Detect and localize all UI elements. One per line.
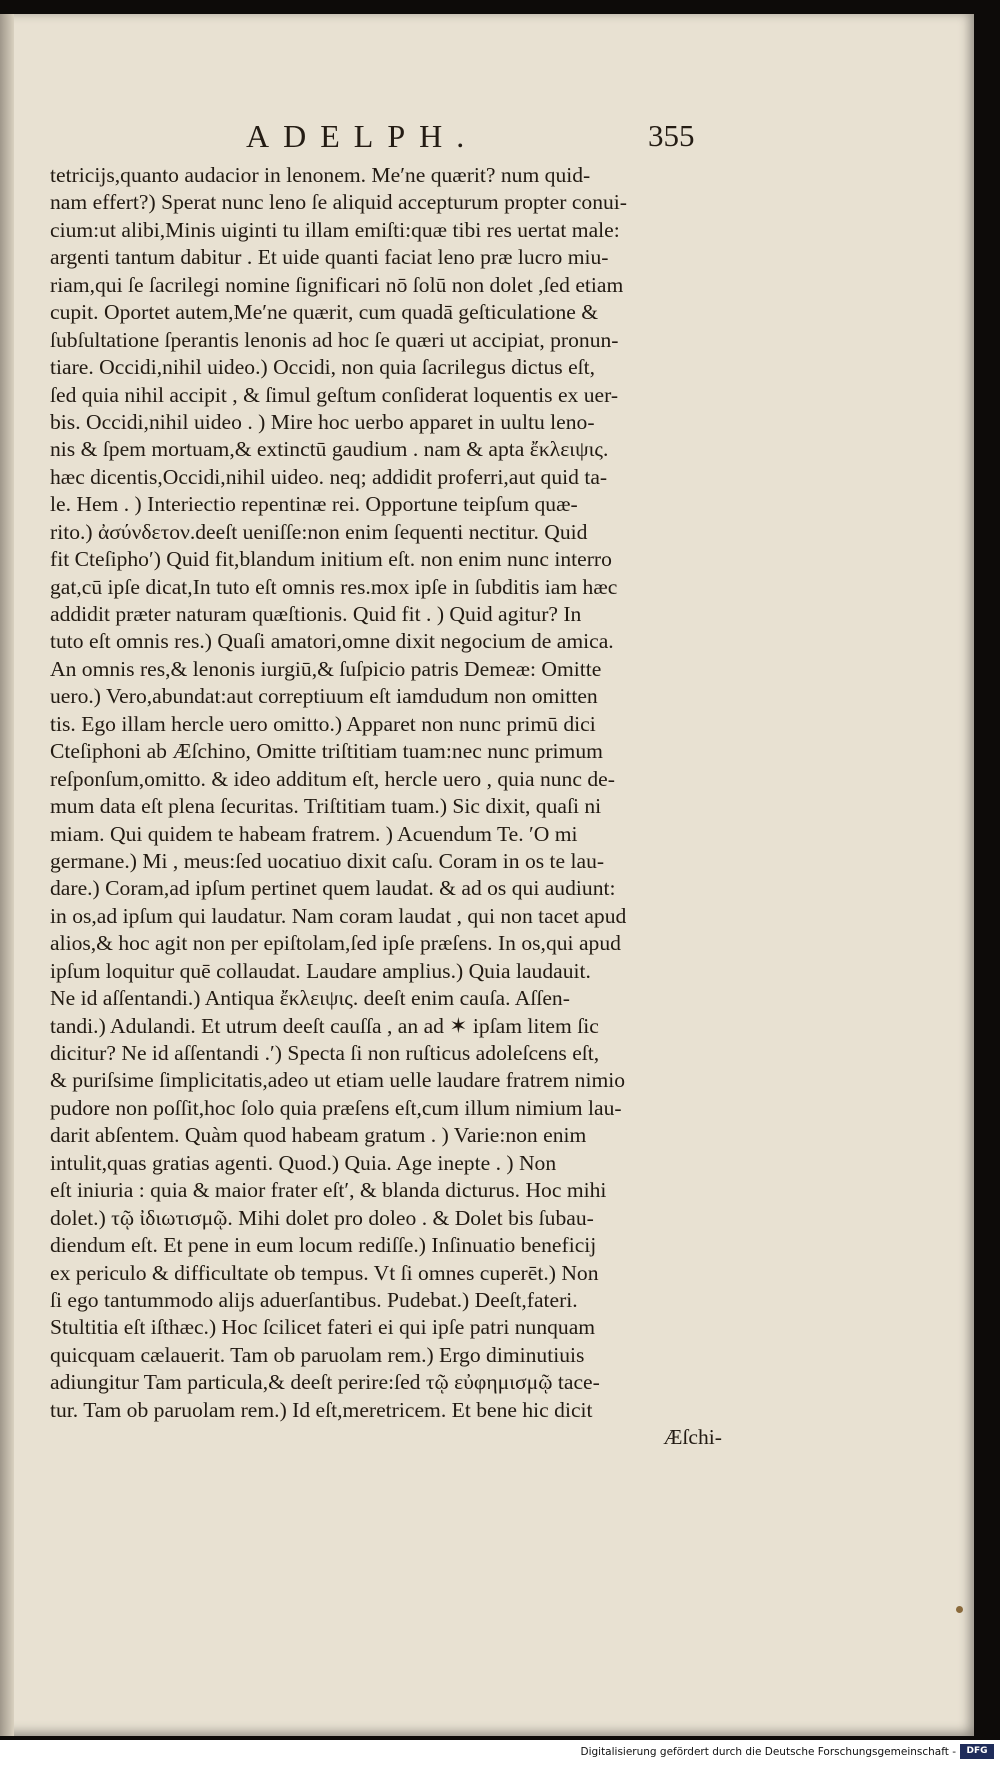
text-line: in os,ad ipſum qui laudatur. Nam coram laudat , qui non tacet apud [50, 903, 627, 928]
text-line: dare.) Coram,ad ipſum pertinet quem laudat. & ad os qui audiunt: [50, 876, 616, 901]
text-line: eſt iniuria : quia & maior frater eſt′, & blanda dicturus. Hoc mihi [50, 1178, 607, 1203]
page-gutter-shadow [0, 14, 14, 1736]
text-line: le. Hem . ) Interiectio repentinæ rei. Opportune teipſum quæ- [50, 492, 578, 517]
text-line: tis. Ego illam hercle uero omitto.) Apparet non nunc primū dici [50, 711, 596, 736]
text-line: ipſum loquitur quē collaudat. Laudare amplius.) Quia laudauit. [50, 958, 591, 983]
book-page [0, 14, 974, 1736]
text-line: ſi ego tantummodo alijs aduerſantibus. Pudebat.) Deeſt,fateri. [50, 1287, 578, 1312]
text-line: pudore non poſſit,hoc ſolo quia præſens eſt,cum illum nimium lau- [50, 1095, 622, 1120]
text-line: alios,& hoc agit non per epiſtolam,ſed ipſe præſens. In os,qui apud [50, 931, 621, 956]
text-line: nam effert?) Sperat nunc leno ſe aliquid accepturum propter conui- [50, 190, 628, 215]
text-line: rito.) ἀσύνδετον.deeſt ueniſſe:non enim ſequenti nectitur. Quid [50, 519, 588, 544]
text-line: dolet.) τῷ ἰδιωτισμῷ. Mihi dolet pro doleo . & Dolet bis ſubau- [50, 1205, 594, 1230]
text-line: adiungitur Tam particula,& deeſt perire:ſed τῷ εὐφημισμῷ tace- [50, 1370, 600, 1395]
text-line: reſponſum,omitto. & ideo additum eſt, hercle uero , quia nunc de- [50, 766, 615, 791]
running-title: ADELPH. [246, 118, 479, 154]
text-line: addidit præter naturam quæſtionis. Quid fit . ) Quid agitur? In [50, 602, 582, 626]
text-line: tuto eſt omnis res.) Quaſi amatori,omne dixit negocium de amica. [50, 629, 614, 654]
text-line: ex periculo & difficultate ob tempus. Vt ſi omnes cuperēt.) Non [50, 1260, 599, 1285]
text-line: ſed quia nihil accipit , & ſimul geſtum conſiderat loquentis ex uer- [50, 382, 619, 407]
text-line: Stultitia eſt iſthæc.) Hoc ſcilicet fateri ei qui ipſe patri nunquam [50, 1315, 596, 1340]
text-line: An omnis res,& lenonis iurgiū,& ſuſpicio patris Demeæ: Omitte [50, 656, 602, 681]
text-line: intulit,quas gratias agenti. Quod.) Quia. Age inepte . ) Non [50, 1150, 557, 1175]
text-line: darit abſentem. Quàm quod habeam gratum . ) Varie:non enim [50, 1123, 587, 1148]
text-line: ſubſultatione ſperantis lenonis ad hoc ſe quæri ut accipiat, pronun- [50, 327, 619, 352]
text-line: & puriſsime ſimplicitatis,adeo ut etiam uelle laudare fratrem nimio [50, 1068, 626, 1093]
text-line: fit Cteſipho′) Quid fit,blandum initium eſt. non enim nunc interro [50, 547, 612, 572]
text-line: argenti tantum dabitur . Et uide quanti faciat leno præ lucro miu- [50, 245, 609, 270]
text-line: nis & ſpem mortuam,& extinctū gaudium . nam & apta ἔκλειψις. [50, 437, 609, 462]
page-header [0, 118, 974, 168]
text-line: Cteſiphoni ab Æſchino, Omitte triſtitiam tuam:nec nunc primum [50, 739, 603, 764]
text-line: germane.) Mi , meus:ſed uocatiuo dixit caſu. Coram in os te lau- [50, 848, 605, 873]
text-line: miam. Qui quidem te habeam fratrem. ) Acuendum Te. ′O mi [50, 821, 578, 846]
text-line: tiare. Occidi,nihil uideo.) Occidi, non quia ſacrilegus dictus eſt, [50, 355, 596, 380]
text-line: diendum eſt. Et pene in eum locum rediſſe.) Inſinuatio beneficij [50, 1233, 597, 1258]
catchword: Æſchi- [663, 1425, 722, 1450]
text-line: tur. Tam ob paruolam rem.) Id eſt,meretricem. Et bene hic dicit [50, 1397, 593, 1422]
text-line: cium:ut alibi,Minis uiginti tu illam emiſti:quæ tibi res uertat male: [50, 217, 620, 242]
text-line: hæc dicentis,Occidi,nihil uideo. neq; addidit proferri,aut quid ta- [50, 464, 608, 489]
text-line: riam,qui ſe ſacrilegi nomine ſignificari nō ſolū non dolet ,ſed etiam [50, 272, 624, 297]
text-line: uero.) Vero,abundat:aut correptiuum eſt iamdudum non omitten [50, 684, 598, 709]
text-line: gat,cū ipſe dicat,In tuto eſt omnis res.mox ipſe in ſubditis iam hæc [50, 574, 618, 599]
funding-credit: Digitalisierung gefördert durch die Deutsche Forschungsgemeinschaft - [580, 1746, 956, 1758]
text-line: mum data eſt plena ſecuritas. Triſtitiam tuam.) Sic dixit, quaſi ni [50, 794, 602, 819]
text-line: bis. Occidi,nihil uideo . ) Mire hoc uerbo apparet in uultu leno- [50, 409, 595, 434]
text-line: tetricijs,quanto audacior in lenonem. Me′ne quærit? num quid- [50, 163, 591, 187]
text-line: tandi.) Adulandi. Et utrum deeſt cauſſa , an ad ✶ ipſam litem ſic [50, 1013, 599, 1038]
text-line: cupit. Oportet autem,Me′ne quærit, cum quadā geſticulatione & [50, 300, 599, 325]
digitization-footer [0, 1740, 1000, 1767]
text-line: Ne id aſſentandi.) Antiqua ἔκλειψις. deeſt enim cauſa. Aſſen- [50, 986, 570, 1011]
text-line: dicitur? Ne id aſſentandi .′) Specta ſi non ruſticus adoleſcens eſt, [50, 1041, 600, 1065]
page-number: 355 [648, 118, 695, 153]
text-line: quicquam cælauerit. Tam ob paruolam rem.) Ergo diminutiuis [50, 1342, 585, 1367]
dfg-logo-icon: DFG [960, 1744, 994, 1759]
paper-stain [956, 1606, 963, 1613]
commentary-text [50, 162, 722, 1452]
